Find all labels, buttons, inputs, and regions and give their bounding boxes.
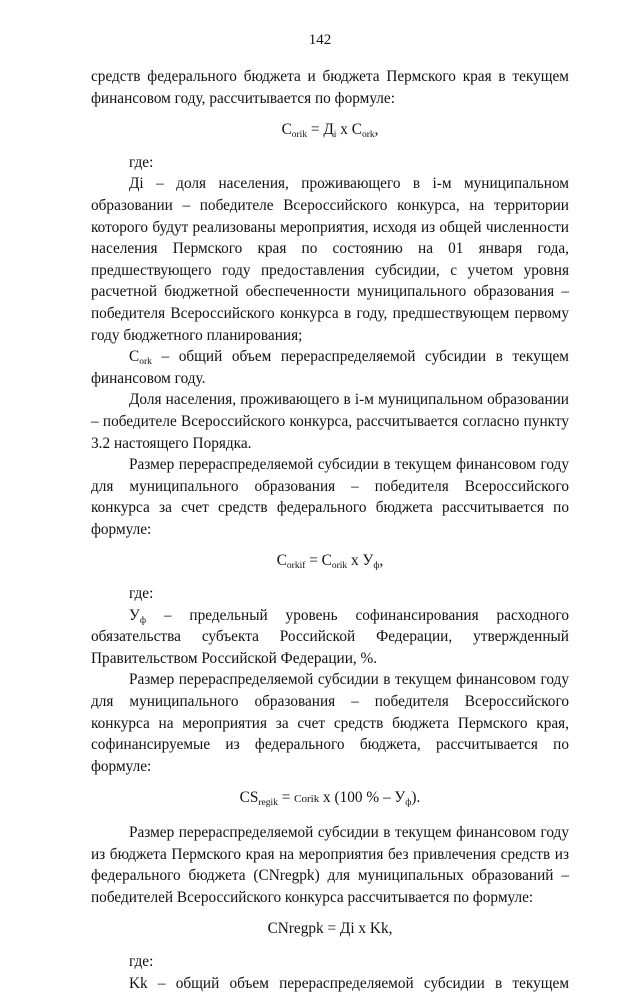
where-label-3: где: [129, 952, 154, 970]
paragraph-federal-size: Размер перераспределяемой субсидии в текущем финансовом году для муниципального образования – победителя Всероссийского конкурса за счет средств федерального бюджета рассчитывается по формуле: [91, 456, 569, 538]
page-number: 142 [308, 32, 332, 48]
formula-csregik: $CS_{regik}$ = Corik x (100 % – $У_ф$). [239, 789, 421, 809]
paragraph-population-share: Доля населения, проживающего в i-м муниципальном образовании – победителе Всероссийского конкурса, рассчитывается согласно пункту 3.2 настоящего Порядка. [91, 391, 569, 452]
formula-corik: $C_{orik} = Д_i$ x $C_{ork}$, [281, 121, 379, 141]
paragraph-regional-only: Размер перераспределяемой субсидии в текущем финансовом году из бюджета Пермского края на мероприятия без привлечения средств из федерального бюджета (CNregpk) для муниципальных образований – победителей Всероссийского конкурса рассчитывается по формуле: [91, 824, 569, 906]
paragraph-regional-cofinanced: Размер перераспределяемой субсидии в текущем финансовом году для муниципального образования – победителя Всероссийского конкурса на мероприятия за счет средств бюджета Пермского края, софинансируемые из федерального бюджета, рассчитывается по формуле: [91, 671, 569, 775]
document-body [91, 66, 569, 994]
paragraph-uf-definition: $У_ф$ – предельный уровень софинансирования расходного обязательства субъекта Российской Федерации, утвержденный Правительством Российской Федерации, %. [91, 606, 569, 667]
paragraph-kk-definition: Kk – общий объем перераспределяемой субсидии в текущем [129, 974, 569, 992]
paragraph-1: средств федерального бюджета и бюджета Пермского края в текущем финансовом году, рассчитывается по формуле: [91, 68, 569, 107]
where-label-1: где: [129, 153, 154, 171]
paragraph-di-definition: Дi – доля населения, проживающего в i-м муниципальном образовании – победителе Всероссийского конкурса, на территории которого будут реализованы мероприятия, исходя из общей численности населения Пермского края по состоянию на 01 января года, предшествующего году предоставления субсидии, с учетом уровня расчетной бюджетной обеспеченности муниципального образования – победителя Всероссийского конкурса в году, предшествующем первому году бюджетного планирования; [91, 175, 569, 344]
where-label-2: где: [129, 585, 154, 603]
formula-corkif: $C_{orkif} = C_{orik}$ x $У_ф$, [276, 552, 384, 572]
paragraph-cork-definition: $C_{ork}$ – общий объем перераспределяемой субсидии в текущем финансовом году. [91, 348, 569, 387]
formula-cnregpk: CNregpk = Дi x Kk, [267, 920, 393, 938]
